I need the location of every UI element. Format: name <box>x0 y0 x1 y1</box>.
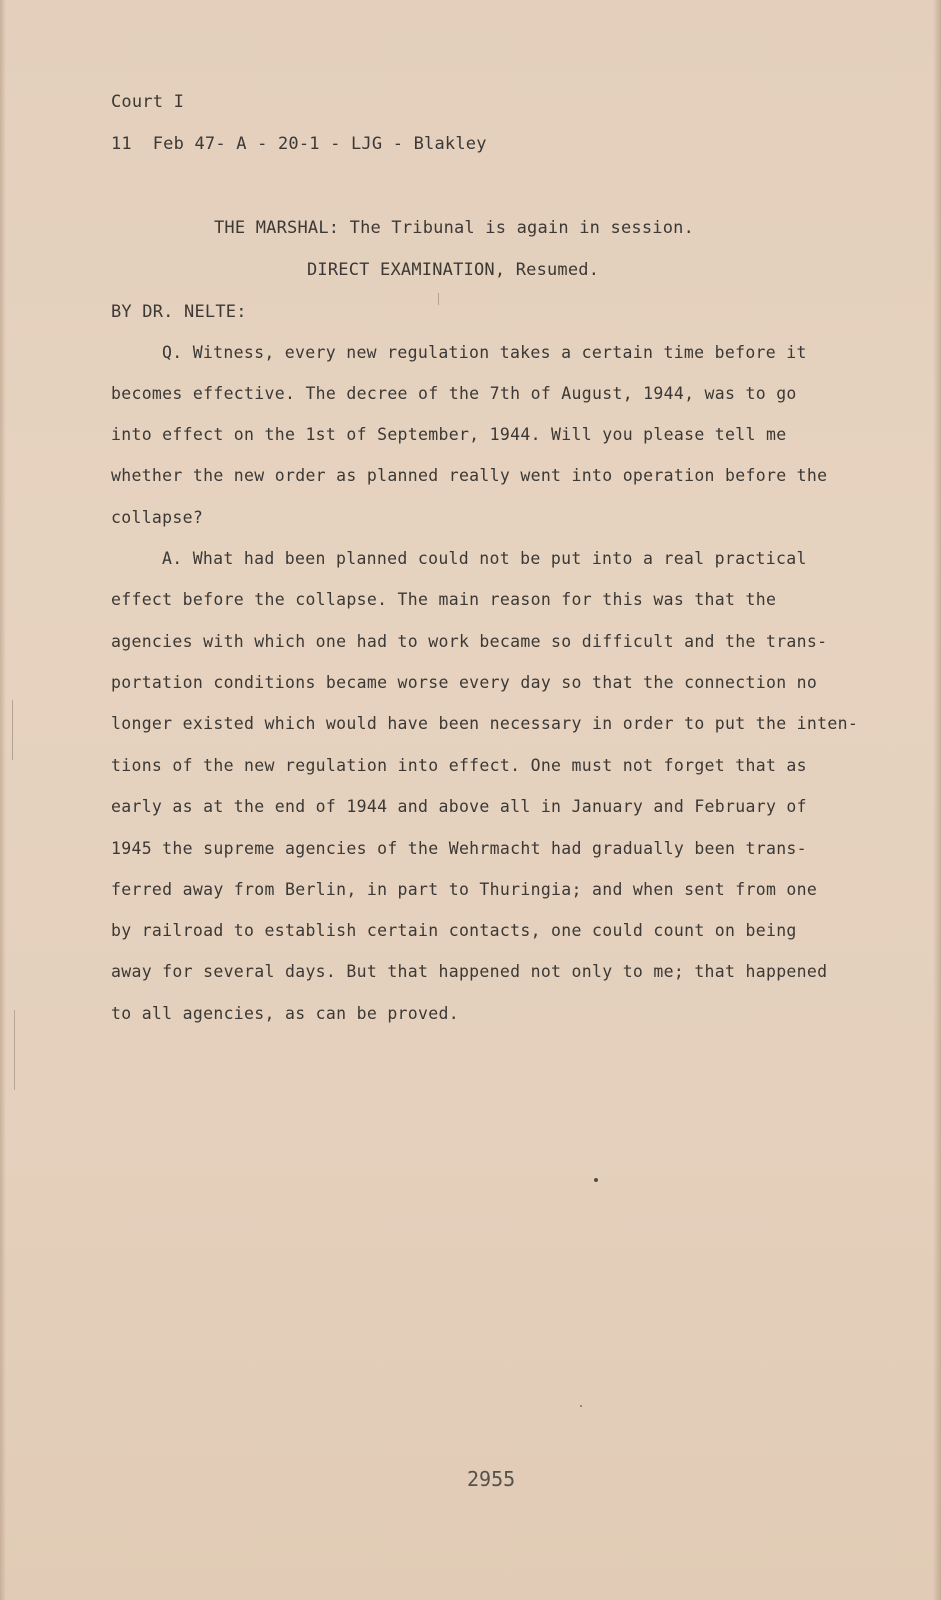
answer-line: early as at the end of 1944 and above all in January and February of <box>111 797 807 816</box>
paper-speck <box>594 1178 598 1182</box>
page-edge-shadow-left <box>0 0 6 1600</box>
question-line: collapse? <box>111 508 204 527</box>
answer-line: to all agencies, as can be proved. <box>111 1004 459 1023</box>
direct-examination-heading: DIRECT EXAMINATION, Resumed. <box>307 260 600 280</box>
question-line: becomes effective. The decree of the 7th of August, 1944, was to go <box>111 384 797 403</box>
answer-line: longer existed which would have been necessary in order to put the inten- <box>111 714 859 733</box>
paper-scratch <box>14 1010 15 1090</box>
paper-speck <box>580 1405 582 1407</box>
paper-scratch <box>12 700 13 760</box>
court-label: Court I <box>111 92 185 112</box>
answer-line: agencies with which one had to work became so difficult and the trans- <box>111 632 828 651</box>
page-edge-shadow-right <box>933 0 941 1600</box>
reference-line: 11 Feb 47- A - 20-1 - LJG - Blakley <box>111 134 487 154</box>
question-line: into effect on the 1st of September, 1944. Will you please tell me <box>111 425 787 444</box>
answer-line: 1945 the supreme agencies of the Wehrmacht had gradually been trans- <box>111 839 807 858</box>
marshal-statement: THE MARSHAL: The Tribunal is again in session. <box>214 218 695 238</box>
answer-line: A. What had been planned could not be put into a real practical <box>162 549 807 568</box>
answer-line: portation conditions became worse every day so that the connection no <box>111 673 818 692</box>
answer-line: away for several days. But that happened not only to me; that happened <box>111 962 828 981</box>
page-number: 2955 <box>467 1467 516 1491</box>
examiner-label: BY DR. NELTE: <box>111 302 247 322</box>
question-line: Q. Witness, every new regulation takes a certain time before it <box>162 343 807 362</box>
answer-line: by railroad to establish certain contacts, one could count on being <box>111 921 797 940</box>
answer-line: ferred away from Berlin, in part to Thuringia; and when sent from one <box>111 880 818 899</box>
paper-scratch <box>438 293 439 305</box>
question-line: whether the new order as planned really went into operation before the <box>111 466 828 485</box>
answer-line: tions of the new regulation into effect. One must not forget that as <box>111 756 807 775</box>
answer-line: effect before the collapse. The main reason for this was that the <box>111 590 777 609</box>
